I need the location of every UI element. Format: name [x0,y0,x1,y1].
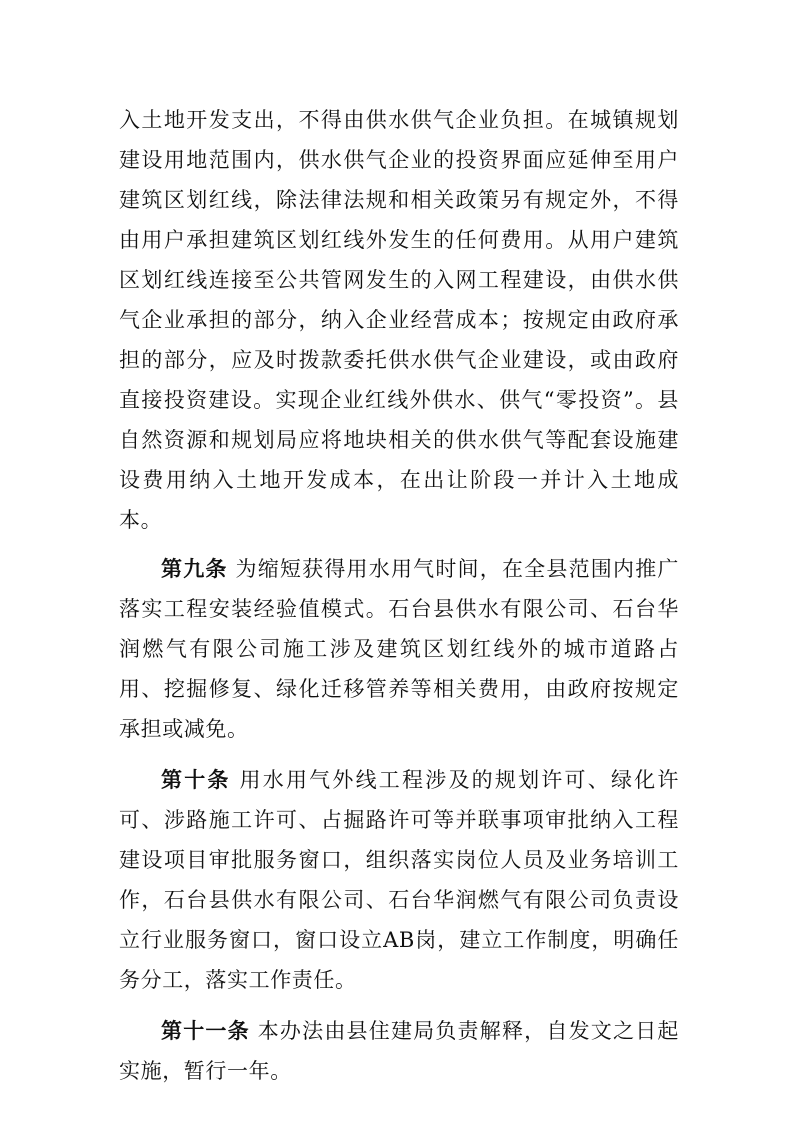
article-10 [119,760,679,1000]
article-spacer [250,1019,258,1043]
article-number: 第十一条 [161,1018,250,1043]
article-text: 用水用气外线工程涉及的规划许可、绿化许可、涉路施工许可、占掘路许可等并联事项审批纳入工程建设项目审批服务窗口，组织落实岗位人员及业务培训工作，石台县供水有限公司、石台华润燃气有限公司负责设立行业服务窗口，窗口设立AB岗，建立工作制度，明确任务分工，落实工作责任。 [119,768,679,992]
article-number: 第九条 [161,556,228,581]
article-text: 为缩短获得用水用气时间，在全县范围内推广落实工程安装经验值模式。石台县供水有限公司、石台华润燃气有限公司施工涉及建筑区划红线外的城市道路占用、挖掘修复、绿化迁移管养等相关费用，由政府按规定承担或减免。 [119,557,680,741]
article-spacer [231,768,240,792]
article-text: 本办法由县住建局负责解释，自发文之日起实施，暂行一年。 [119,1019,679,1083]
article-spacer [228,557,236,581]
paragraph-continuation [119,100,679,540]
article-number: 第十条 [161,767,231,792]
paragraph-text: 入土地开发支出，不得由供水供气企业负担。在城镇规划建设用地范围内，供水供气企业的投资界面应延伸至用户建筑区划红线，除法律法规和相关政策另有规定外，不得由用户承担建筑区划红线外发生的任何费用。从用户建筑区划红线连接至公共管网发生的入网工程建设，由供水供气企业承担的部分，纳入企业经营成本；按规定由政府承担的部分，应及时拨款委托供水供气企业建设，或由政府直接投资建设。实现企业红线外供水、供气“零投资”。县自然资源和规划局应将地块相关的供水供气等配套设施建设费用纳入土地开发成本，在出让阶段一并计入土地成本。 [119,108,679,532]
document-body [119,100,679,1091]
article-9 [119,549,679,749]
article-11 [119,1011,679,1091]
